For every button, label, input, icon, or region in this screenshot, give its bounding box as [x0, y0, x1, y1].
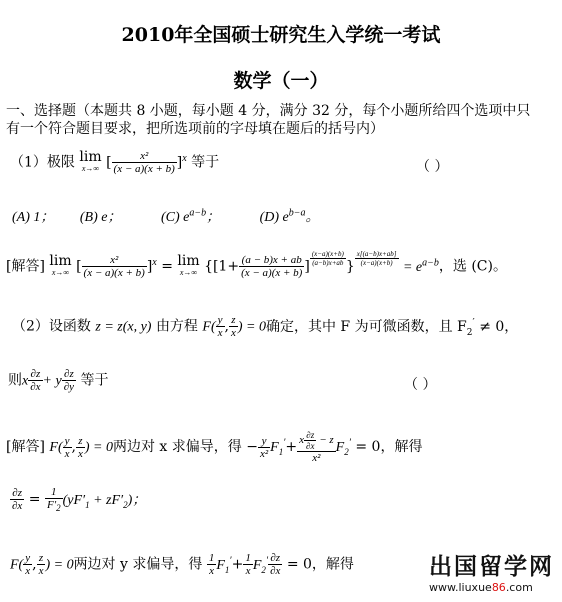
- answer-2-line3: F( $\frac{y}{x}$ , $\frac{z}{x}$ ) = 0两边对 y 求偏导，得 $\frac{1}{x}$ $F_1'+$ $\frac{1}{x}$ $F_2'$ $\frac{\partial z}{\partial x}$ = 0，解得: [10, 552, 354, 577]
- q2-frac-z-x: $\frac{z}{x}$: [230, 314, 236, 339]
- q1-option-a: (A) 1；: [12, 210, 55, 225]
- q1-limit: lim x→∞: [79, 148, 102, 173]
- q2-condition: 确定，其中 F 为可微函数，且 $F_2' \ne 0$，: [265, 316, 519, 338]
- q1-option-b: (B) e；: [79, 210, 122, 225]
- question-1: （1）极限 lim x→∞ [ $\frac{\text{x²}}{(x - a)(x + b)}$ ]$^x$ 等于: [10, 148, 220, 175]
- q1-power: x: [182, 152, 187, 164]
- q2-tail: 等于: [80, 372, 109, 389]
- a1-exponent-1: $\frac{(x-a)(x+b)}{(a-b)x+ab}$: [311, 250, 344, 267]
- section-instructions-line1: 一、选择题（本题共 8 小题，每小题 4 分，满分 32 分，每个小题所给四个选项中只: [6, 103, 531, 119]
- answer-2: [解答] F( $\frac{y}{x}$ , $\frac{z}{x}$ ) = 0两边对 x 求偏导，得 − $\frac{y}{\text{x²}}$ $F_1'+$ x $\frac{\partial z}{\partial x}$ − z x² $F_2' = 0$，解得: [6, 430, 423, 464]
- question-2-line2: 则x $\frac{\partial z}{\partial x}$ + y $\frac{\partial z}{\partial y}$ 等于: [8, 368, 109, 393]
- q1-answer-paren: （ ）: [416, 159, 449, 175]
- question-2: （2）设函数 z = z(x, y) 由方程 F( $\frac{y}{x}$ , $\frac{z}{x}$ ) = 0确定，其中 F 为可微函数，且 $F_2' \ne 0$，: [12, 314, 519, 339]
- a1-fraction-2: $\frac{(a - b)x + ab}{(x - a)(x + b)}$: [241, 254, 303, 280]
- exam-subtitle: 数学（一）: [233, 70, 329, 92]
- answer-1: [解答] lim x→∞ [ $\frac{\text{x²}}{(x - a)(x + b)}$ ]$^x$ = lim x→∞ {[1+ $\frac{(a - b)x + ab}{(x - a)(x + b)}$ ] $\frac{(x-a)(x+b)}{(a-b)x+ab}$ } $\frac{x[(a-b)x+ab]}{(x-a)(x+b)}$ = $e^{a-b}$，选 (C)。: [6, 250, 507, 280]
- a1-exponent-2: $\frac{x[(a-b)x+ab]}{(x-a)(x+b)}$: [356, 250, 397, 267]
- watermark: [429, 548, 554, 594]
- a1-limit-1: lim x→∞: [49, 252, 72, 277]
- q1-tail: 等于: [191, 154, 220, 171]
- q1-option-c: (C) $e^{a-b}$；: [160, 207, 221, 225]
- watermark-logo-text: 出国留学网: [429, 554, 554, 580]
- a1-fraction-1: $\frac{\text{x²}}{(x - a)(x + b)}$: [83, 254, 145, 280]
- a1-result: = $e^{a-b}$: [402, 257, 439, 275]
- q2-label: （2）设函数: [12, 318, 91, 335]
- exam-title: 2010年全国硕士研究生入学统一考试: [121, 24, 441, 46]
- q2-answer-paren: （ ）: [404, 377, 437, 393]
- a1-label: [解答]: [6, 258, 45, 275]
- a1-choice: ，选 (C)。: [438, 258, 507, 275]
- a1-equals: =: [161, 258, 173, 275]
- q2-dz-dy: $\frac{\partial z}{\partial y}$: [63, 368, 75, 393]
- a2-label: [解答]: [6, 439, 45, 455]
- watermark-url: www.liuxue86.com: [429, 581, 533, 594]
- q2-function: z = z(x, y): [95, 319, 152, 335]
- q2-dz-dx: $\frac{\partial z}{\partial x}$: [30, 368, 41, 393]
- a2-big-fraction: x $\frac{\partial z}{\partial x}$ − z x²: [299, 430, 334, 464]
- q1-options: [12, 206, 320, 226]
- answer-2-result: $\frac{\partial z}{\partial x}$ = $\frac{1}{F'_2}$ $(yF'_1 + zF'_2)$；: [12, 486, 147, 514]
- section-instructions-line2: 有一个符合题目要求，把所选项前的字母填在题后的括号内）: [6, 121, 384, 137]
- a1-limit-2: lim x→∞: [177, 252, 200, 277]
- q1-fraction: $\frac{\text{x²}}{(x - a)(x + b)}$: [113, 150, 175, 175]
- q2-frac-y-x: $\frac{y}{x}$: [217, 314, 223, 339]
- q1-option-d: (D) $e^{b-a}$。: [259, 207, 320, 225]
- q1-label: （1）极限: [10, 154, 75, 171]
